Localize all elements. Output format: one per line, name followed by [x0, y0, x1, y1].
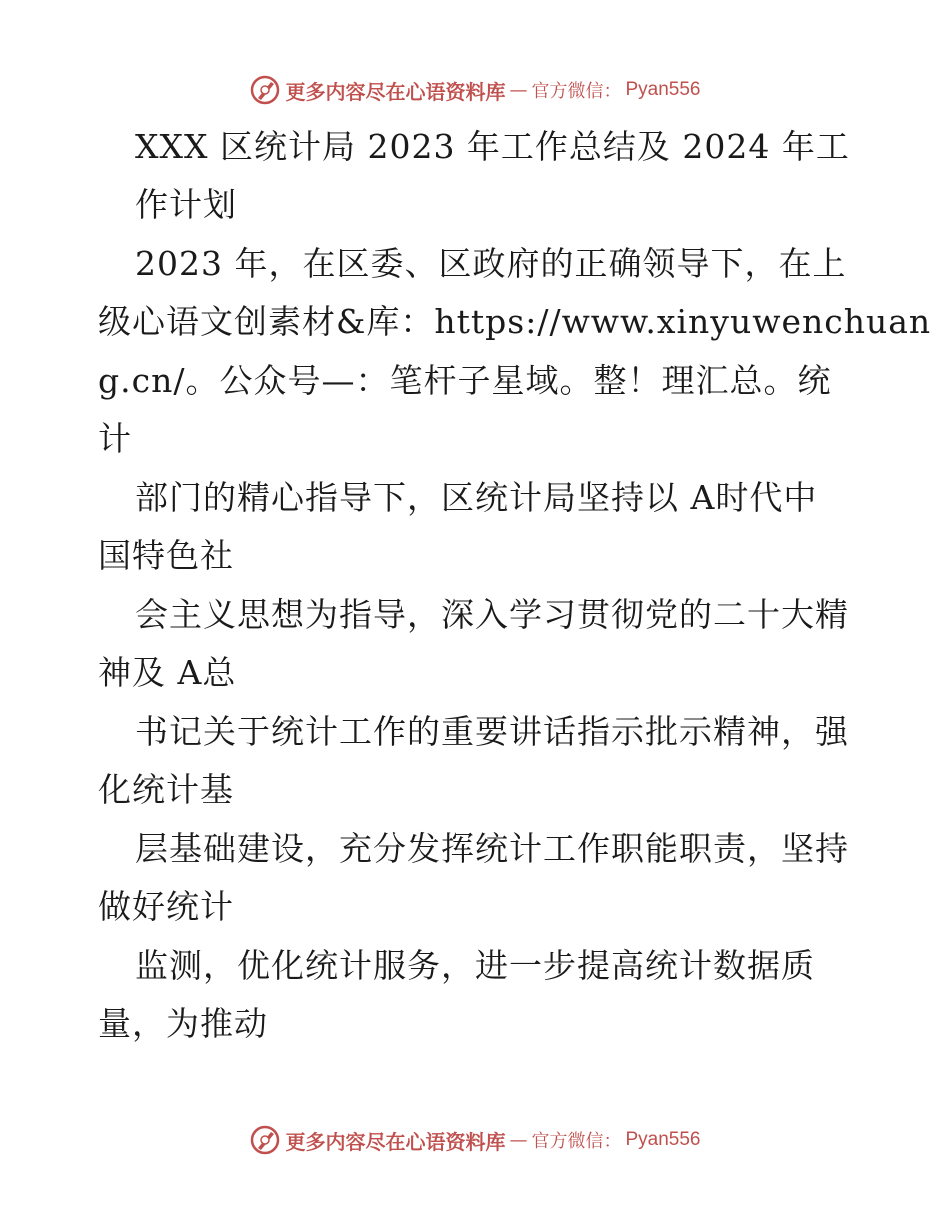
banner-site-text: 更多内容尽在心语资料库 [285, 1129, 506, 1154]
paragraph-line: 量，为推动 [98, 1004, 268, 1043]
banner-wechat-id: Pyan556 [625, 1129, 701, 1150]
paragraph-line: 监测，优化统计服务，进一步提高统计数据质 [135, 946, 815, 985]
banner-site-text: 更多内容尽在心语资料库 [285, 79, 506, 104]
paragraph-line: 2023 年，在区委、区政府的正确领导下，在上 [135, 244, 847, 283]
banner-wechat-label: 官方微信： [531, 1131, 622, 1152]
document-title-line-2: 作计划 [135, 185, 237, 224]
paragraph-line: 层基础建设，充分发挥统计工作职能职责，坚持 [135, 829, 849, 868]
paragraph-line: 国特色社 [98, 536, 234, 575]
paragraph-line: 书记关于统计工作的重要讲话指示批示精神，强 [135, 712, 849, 751]
paragraph-line: 神及 A总 [98, 653, 237, 692]
footer-banner [0, 1120, 950, 1160]
paragraph-line: 计 [98, 419, 132, 458]
document-title-line-1: XXX 区统计局 2023 年工作总结及 2024 年工 [135, 127, 850, 166]
quill-pen-logo-icon [249, 1124, 281, 1156]
banner-wechat-label: 官方微信： [531, 81, 622, 102]
paragraph-line: g.cn/。公众号—：笔杆子星域。整！理汇总。统 [98, 361, 832, 400]
banner-wechat-id: Pyan556 [625, 79, 701, 100]
banner-dash: — [509, 79, 528, 101]
paragraph-line: 做好统计 [98, 887, 234, 926]
banner-dash: — [509, 1129, 528, 1151]
paragraph-line: 化统计基 [98, 770, 234, 809]
paragraph-line: 级心语文创素材&库：https://www.xinyuwenchuan [98, 302, 932, 341]
paragraph-line: 会主义思想为指导，深入学习贯彻党的二十大精 [135, 595, 849, 634]
paragraph-line: 部门的精心指导下，区统计局坚持以 A时代中 [135, 478, 818, 517]
